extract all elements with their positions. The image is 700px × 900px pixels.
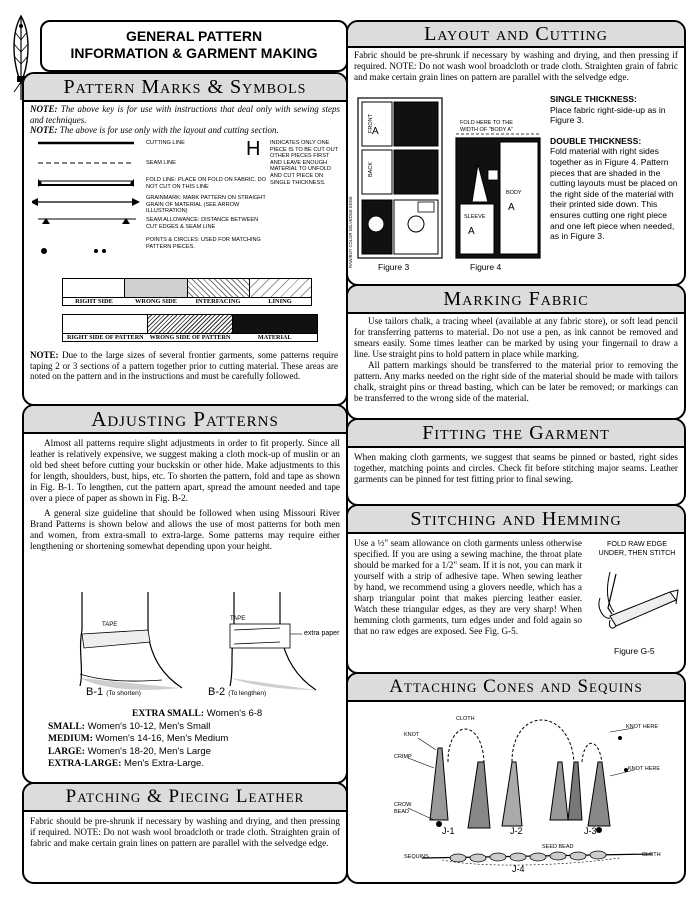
cones-title: Attaching Cones and Sequins xyxy=(348,674,684,702)
marking-text xyxy=(348,314,684,404)
note3-label: NOTE: xyxy=(30,350,59,360)
size-label: EXTRA-LARGE: xyxy=(48,759,122,769)
symbol-grainmark: GRAINMARK: MARK PATTERN ON STRAIGHT GRAIN OF MATERIAL (SEE ARROW ILLUSTRATION) xyxy=(146,195,266,215)
figure-3-label: Figure 3 xyxy=(378,262,410,272)
note1-label: NOTE: xyxy=(30,104,58,114)
cones-label-seed-bead: SEED BEAD xyxy=(542,844,574,850)
fitting-text: When making cloth garments, we suggest that seams be pinned or basted, right sides together, matching points and circles. Check fit before stitching major seams. Leather garments can be pinned for test fitting prior to final sewing. xyxy=(354,452,678,484)
title-line-1: GENERAL PATTERN xyxy=(125,28,263,44)
double-thickness-head: DOUBLE THICKNESS: xyxy=(550,135,642,146)
swatch-right-side: RIGHT SIDE xyxy=(75,298,113,305)
pattern-marks-panel xyxy=(22,72,348,406)
layout-panel xyxy=(346,20,686,286)
layout-label-back: BACK xyxy=(368,162,374,177)
layout-selvedge: RAW/BUY COLOR SELVEDGE EDGE xyxy=(348,196,353,268)
layout-label-a3: A xyxy=(468,226,475,237)
size-value: Men's Extra-Large. xyxy=(124,758,204,769)
cones-panel xyxy=(346,672,686,884)
fig-b2-label: B-2 xyxy=(208,686,226,698)
size-label: LARGE: xyxy=(48,746,85,757)
single-thickness-head: SINGLE THICKNESS: xyxy=(550,94,637,104)
adjusting-panel xyxy=(22,404,348,784)
size-value: Women's 10-12, Men's Small xyxy=(87,720,211,732)
fig-b1-note: (To shorten) xyxy=(106,690,141,697)
swatch-row-1 xyxy=(62,278,312,306)
note3-text: Due to the large sizes of several frontier garments, some patterns require taping 2 or 3 sections of a pattern together prior to cutting material. These areas are noted on the pattern and in the instructions and must be carefully followed. xyxy=(30,350,338,381)
size-row xyxy=(48,708,344,721)
title-line-2: INFORMATION & GARMENT MAKING xyxy=(70,45,318,61)
size-label: EXTRA SMALL: xyxy=(132,709,205,719)
size-label: SMALL: xyxy=(48,721,85,732)
adjusting-p1: Almost all patterns require slight adjustments in order to fit properly. Since all leather is relatively expensive, we suggest making a cloth mock-up of muslin or an old bed sheet before cutting your buckskin or other hide. Make adjustments to this for length, shoulders, bust, hips, etc. To shorten the pattern, fold and tape as shown in Fig. B-1. To lengthen, cut the pattern apart, spread the amount needed and tape over a piece of paper as shown in Fig. B-2. xyxy=(30,438,340,503)
layout-label-a2: A xyxy=(508,202,515,213)
swatch-right-side-pattern: RIGHT SIDE OF PATTERN xyxy=(67,334,144,341)
fig-b2-note: (To lengthen) xyxy=(228,690,267,697)
size-guide xyxy=(48,708,344,771)
fig-b2 xyxy=(208,686,266,698)
double-thickness-text: Fold material with right sides together as in Figure 4. Pattern pieces that are shaded in the cutting layouts must be placed on the right side of the material with their printed side down. This ensures cutting one right piece and one left piece when needed, as in Figure 3. xyxy=(550,146,678,242)
fitting-title: Fitting the Garment xyxy=(348,420,684,448)
fitting-panel xyxy=(346,418,686,506)
cones-label-knot-here-2: KNOT HERE xyxy=(628,766,660,772)
layout-fold-note: FOLD HERE TO THE WIDTH OF "BODY A" xyxy=(460,120,514,133)
fig-tape-2: TAPE xyxy=(230,616,246,622)
patching-title: Patching & Piecing Leather xyxy=(24,784,346,812)
fig-b1-label: B-1 xyxy=(86,686,104,698)
size-row xyxy=(48,721,344,734)
single-thickness-text: Place fabric right-side-up as in Figure 3. xyxy=(550,104,666,126)
layout-right-text xyxy=(550,94,678,242)
hem-figure xyxy=(586,568,680,644)
cones-label-crow-bead: CROW BEAD xyxy=(394,802,412,815)
swatch-wrong-side: WRONG SIDE xyxy=(134,298,178,305)
stitching-text: Use a ½" seam allowance on cloth garments unless otherwise specified. If you are using a sewing machine, the throat plate should be marked for a 1/2" seam. If it is not, you can mark it yourself with a strip of adhesive tape. When sewing leather by hand, we recommend using a glovers needle, which has a sharp triangular point that makes piercing leather easier. Watch these triangular edges, as they are very sharp! When hemming cloth garments, turn edges under and fold again so that no raw edges are exposed. See Fig. G-5. xyxy=(354,538,582,636)
h-symbol: H xyxy=(246,138,261,160)
swatch-wrong-side-pattern: WRONG SIDE OF PATTERN xyxy=(149,334,231,341)
swatch-row-2 xyxy=(62,314,318,344)
cones-label-cloth-2: CLOTH xyxy=(642,852,661,858)
size-row xyxy=(48,758,344,771)
symbol-seam-line: SEAM LINE xyxy=(146,160,176,166)
note1-text: The above key is for use with instructions that deal only with sewing steps and techniques. xyxy=(30,104,341,125)
pattern-marks-title: Pattern Marks & Symbols xyxy=(24,74,346,102)
cones-label-sequins: SEQUINS xyxy=(404,854,429,860)
cones-label-j3: J-3 xyxy=(584,826,597,836)
marking-title: Marking Fabric xyxy=(348,286,684,314)
h-symbol-text: INDICATES ONLY ONE PIECE IS TO BE CUT OUT OTHER PIECES FIRST AND LEAVE ENOUGH MATERIAL TO UNFOLD AND CUT PIECE ON SINGLE THICKNESS. xyxy=(270,140,338,186)
symbol-points-circles: POINTS & CIRCLES: USED FOR MATCHING PATTERN PIECES. xyxy=(146,237,261,250)
fig-extra-paper: extra paper xyxy=(304,630,340,637)
title-banner xyxy=(40,20,348,72)
note2-label: NOTE: xyxy=(30,125,58,135)
stitching-fig-note: FOLD RAW EDGE UNDER, THEN STITCH xyxy=(598,539,676,557)
marking-p2: All pattern markings should be transferred to the material prior to removing the pattern. Any marks needed on the right side of the material should be made with tailors chalk, straight pins or thread basting, which can be later be removed; or markings can be transferred to the wrong side of the material. xyxy=(354,360,678,403)
size-value: Women's 18-20, Men's Large xyxy=(87,745,211,757)
adjusting-text xyxy=(24,434,346,552)
cones-label-cloth: CLOTH xyxy=(456,716,475,722)
patching-text: Fabric should be pre-shrunk if necessary by washing and drying, and then pressing if required. NOTE: Do not wash wool broadcloth or trade cloth. Straighten grain of fabric and make certain grain lines on pattern are parallel with the selvedge edge. xyxy=(30,816,340,848)
cones-label-j1: J-1 xyxy=(442,826,455,836)
swatch-interfacing: INTERFACING xyxy=(195,298,241,305)
fig-b1 xyxy=(86,686,141,698)
figure-4-label: Figure 4 xyxy=(470,262,502,272)
size-value: Women's 6-8 xyxy=(206,708,263,719)
stitching-title: Stitching and Hemming xyxy=(348,506,684,534)
cones-label-knot: KNOT xyxy=(404,732,420,738)
layout-label-front: FRONT xyxy=(368,114,374,133)
layout-title: Layout and Cutting xyxy=(348,22,684,48)
size-row xyxy=(48,733,344,746)
cones-label-j4: J-4 xyxy=(512,864,525,874)
layout-label-body: BODY xyxy=(506,190,522,196)
patching-panel xyxy=(22,782,348,884)
cones-label-knot-here-1: KNOT HERE xyxy=(626,724,658,730)
adjusting-title: Adjusting Patterns xyxy=(24,406,346,434)
size-label: MEDIUM: xyxy=(48,734,93,744)
symbol-seam-allowance: SEAM ALLOWANCE: DISTANCE BETWEEN CUT EDGES & SEAM LINE xyxy=(146,217,259,230)
layout-label-sleeve: SLEEVE xyxy=(464,214,486,220)
size-row xyxy=(48,746,344,759)
adjusting-p2: A general size guideline that should be followed when using Missouri River Brand Patterns is shown below and allows the use of most patterns for both men and women, from extra-small to extra-large. Some patterns may require either lengthening or shortening somewhat depending upon your height. xyxy=(30,508,340,551)
symbol-cutting-line: CUTTING LINE xyxy=(146,140,185,146)
marking-panel xyxy=(346,284,686,420)
pattern-marks-notes xyxy=(24,102,346,136)
figure-g5-label: Figure G-5 xyxy=(614,646,655,656)
note2-text: The above is for use only with the layout and cutting section. xyxy=(59,125,279,135)
size-value: Women's 14-16, Men's Medium xyxy=(95,733,229,744)
cones-label-crimp: CRIMP xyxy=(394,754,412,760)
pattern-marks-note3 xyxy=(30,350,338,382)
symbol-fold-line: FOLD LINE: PLACE ON FOLD ON FABRIC. DO NOT CUT ON THIS LINE xyxy=(146,177,266,190)
swatch-material: MATERIAL xyxy=(257,334,292,341)
layout-label-a1: A xyxy=(372,126,379,137)
swatch-lining: LINING xyxy=(268,298,292,305)
layout-intro: Fabric should be pre-shrunk if necessary by washing and drying, and then pressing if required. NOTE: Do not wash wool broadcloth or trade cloth. Straighten grain of fabric and make certain grain lines on pattern are parallel with the selvedge edge. xyxy=(354,50,678,82)
stitching-panel xyxy=(346,504,686,674)
fig-tape-1: TAPE xyxy=(102,622,118,628)
marking-p1: Use tailors chalk, a tracing wheel (available at any fabric store), or soft lead pencil for transferring patterns to material. Do not use a pen, as ink cannot be removed and smears easily. Some times leather can be marked by using your fingernail to draw a line. Use straight pins to hold pattern in place while marking. xyxy=(354,316,678,359)
cones-label-j2: J-2 xyxy=(510,826,523,836)
